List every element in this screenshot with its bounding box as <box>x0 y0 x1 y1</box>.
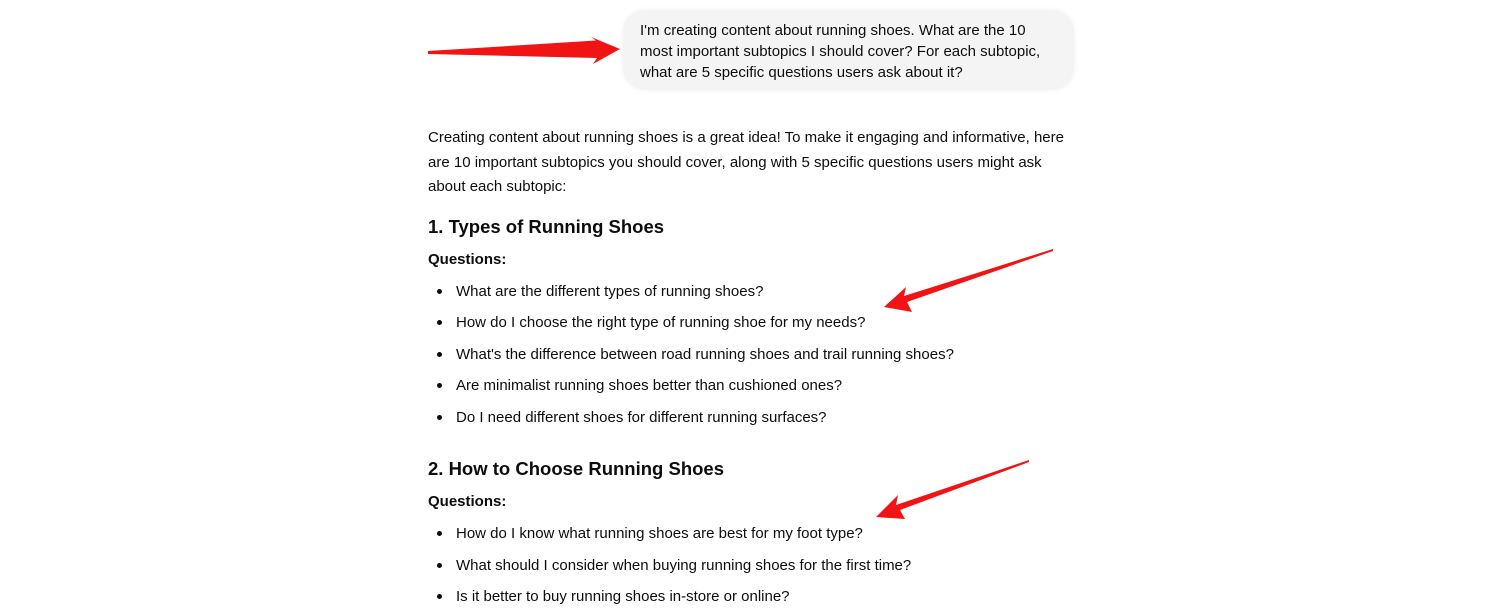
assistant-response <box>428 126 1078 613</box>
list-item <box>428 581 1078 613</box>
section-title-choose: 2. How to Choose Running Shoes <box>428 458 724 479</box>
list-item <box>428 276 1078 308</box>
arrow-to-user-message-icon <box>428 37 620 64</box>
list-item <box>428 518 1078 550</box>
bullet-icon <box>437 383 442 388</box>
list-item <box>428 307 1078 339</box>
question-text: Do I need different shoes for different running surfaces? <box>456 408 827 426</box>
response-intro: Creating content about running shoes is a great idea! To make it engaging and informative, here are 10 important subtopics you should cover, along with 5 specific questions users might ask about each subtopic: <box>428 129 1064 195</box>
bullet-icon <box>437 320 442 325</box>
bullet-icon <box>437 289 442 294</box>
question-text: Is it better to buy running shoes in-store or online? <box>456 588 790 605</box>
bullet-icon <box>437 352 442 357</box>
question-text: What's the difference between road running shoes and trail running shoes? <box>456 345 954 363</box>
question-list-choose <box>428 518 1078 613</box>
question-text: What should I consider when buying running shoes for the first time? <box>456 556 912 574</box>
question-text: How do I know what running shoes are best for my foot type? <box>456 525 863 542</box>
user-message-text: I'm creating content about running shoes. What are the 10 most important subtopics I should cover? For each subtopic, what are 5 specific questions users ask about it? <box>640 22 1041 81</box>
bullet-icon <box>437 531 442 536</box>
question-text: How do I choose the right type of running shoe for my needs? <box>456 314 866 331</box>
bullet-icon <box>437 594 442 599</box>
questions-label: Questions: <box>428 250 507 268</box>
list-item <box>428 402 1078 434</box>
list-item <box>428 550 1078 582</box>
questions-label: Questions: <box>428 493 507 510</box>
question-list-types <box>428 276 1078 434</box>
bullet-icon <box>437 563 442 568</box>
section-title-types: 1. Types of Running Shoes <box>428 215 665 237</box>
question-text: What are the different types of running shoes? <box>456 282 764 300</box>
list-item <box>428 370 1078 402</box>
question-text: Are minimalist running shoes better than cushioned ones? <box>456 377 843 394</box>
list-item <box>428 339 1078 371</box>
bullet-icon <box>437 415 442 420</box>
user-message-bubble <box>623 10 1074 90</box>
